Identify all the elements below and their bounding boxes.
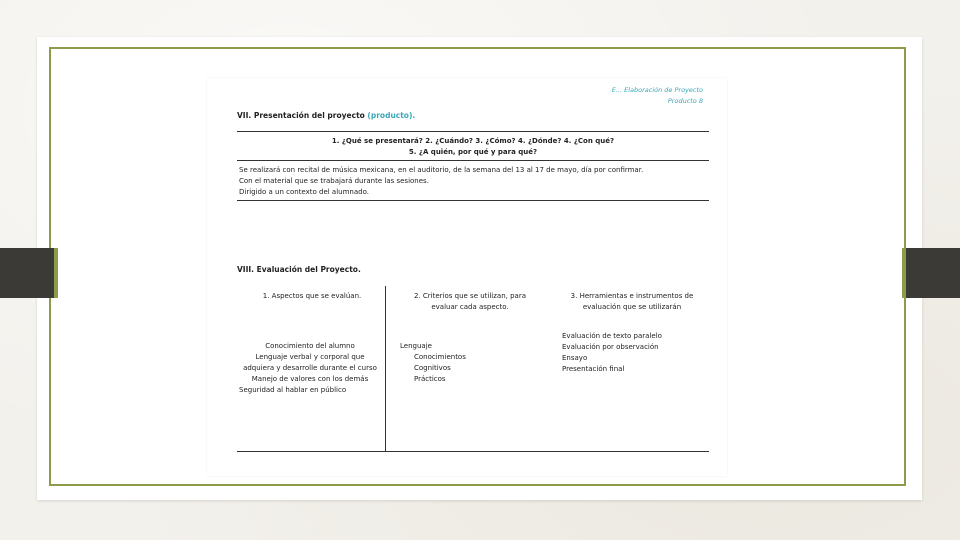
col1-item: Manejo de valores con los demás — [251, 375, 369, 383]
doc-header-line1: E... Elaboración de Proyecto — [611, 86, 703, 94]
left-decorative-tab — [0, 248, 58, 298]
col3-item: Presentación final — [562, 365, 625, 373]
document-image — [207, 78, 727, 476]
col1-item: adquiera y desarrolle durante el curso — [243, 364, 377, 372]
section7-answer-line: Con el material que se trabajará durante las sesiones. — [239, 177, 429, 185]
col1-item: Lenguaje verbal y corporal que — [255, 353, 365, 361]
section7-questions-line1: 1. ¿Qué se presentará? 2. ¿Cuándo? 3. ¿Cómo? 4. ¿Dónde? 4. ¿Con qué? — [331, 137, 615, 145]
col3-item: Evaluación por observación — [562, 343, 659, 351]
col2-title: Lenguaje — [400, 342, 432, 350]
col2-header-line1: 2. Criterios que se utilizan, para — [414, 292, 526, 300]
col1-header: 1. Aspectos que se evalúan. — [262, 292, 362, 300]
col3-header-line1: 3. Herramientas e instrumentos de — [570, 292, 694, 300]
col3-item: Evaluación de texto paralelo — [562, 332, 662, 340]
section7-title — [237, 111, 415, 120]
section7-bottom-rule — [237, 200, 709, 201]
section7-answer-line: Se realizará con recital de música mexicana, en el auditorio, de la semana del 13 al 17 de mayo, día por confirmar. — [239, 166, 644, 174]
col3-item: Ensayo — [562, 354, 588, 362]
section7-answer-line: Dirigido a un contexto del alumnado. — [239, 188, 369, 196]
col2-header-line2: evaluar cada aspecto. — [431, 303, 509, 311]
section7-mid-rule — [237, 160, 709, 161]
col3-header-line2: evaluación que se utilizarán — [582, 303, 682, 311]
col1-item: Conocimiento del alumno — [265, 342, 355, 350]
right-decorative-tab — [902, 248, 960, 298]
section7-title-text: VII. Presentación del proyecto — [237, 111, 368, 120]
section7-top-rule — [237, 131, 709, 132]
section7-title-accent: (producto). — [367, 111, 416, 120]
section8-title: VIII. Evaluación del Proyecto. — [237, 265, 361, 274]
col1-item: Seguridad al hablar en público — [239, 386, 347, 394]
col2-item: Prácticos — [414, 375, 446, 383]
section7-questions-line2: 5. ¿A quién, por qué y para qué? — [408, 148, 538, 156]
column-divider — [385, 286, 386, 452]
col2-item: Conocimientos — [414, 353, 466, 361]
doc-header-line2: Producto 8 — [667, 97, 703, 105]
section8-bottom-rule — [237, 451, 709, 452]
col2-item: Cognitivos — [414, 364, 451, 372]
